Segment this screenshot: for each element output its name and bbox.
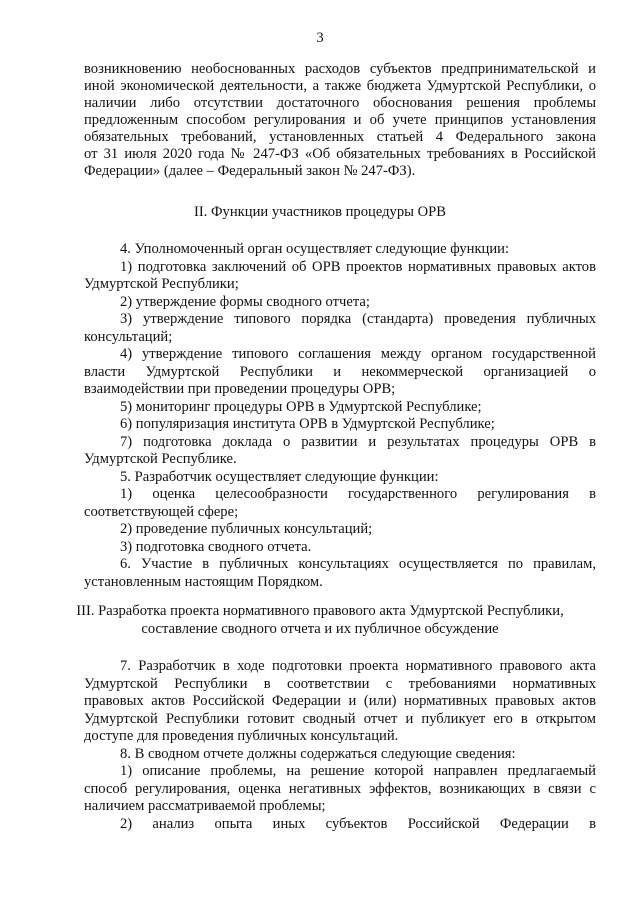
text-line: 6) популяризация института ОРВ в Удмуртской Республике; [120,416,495,432]
text-line: власти Удмуртской Республики и некоммерческой организацией о [84,364,596,380]
text-line: 4. Уполномоченный орган осуществляет следующие функции: [120,241,510,257]
text-line: взаимодействии при проведении процедуры ОРВ; [84,381,396,397]
text-line: 2) утверждение формы сводного отчета; [120,294,370,310]
text-line: 8. В сводном отчете должны содержаться следующие сведения: [120,746,516,762]
text-line: возникновению необоснованных расходов субъектов предпринимательской и [84,61,596,77]
text-line: 1) подготовка заключений об ОРВ проектов нормативных правовых актов [120,259,596,275]
text-line: способ регулирования, оценка негативных эффектов, возникающих в связи с [84,781,596,797]
text-line: наличии либо отсутствии достаточного обоснования решения проблемы [84,95,596,111]
text-line: Удмуртской Республики в соответствии с требованиями нормативных [84,676,596,692]
text-line: Удмуртской Республике. [84,451,237,467]
text-line: Федерации» (далее – Федеральный закон № 247-ФЗ). [84,163,416,179]
text-line: 4) утверждение типового соглашения между органом государственной [120,346,596,362]
text-line: 1) оценка целесообразности государственного регулирования в [120,486,596,502]
text-line: обязательных требований, установленных статьей 4 Федерального закона [84,129,596,145]
section-heading-line: III. Разработка проекта нормативного правового акта Удмуртской Республики, [76,603,564,619]
text-line: правовых актов Российской Федерации и (или) нормативных правовых актов [84,693,596,709]
text-line: доступе для проведения публичных консультаций. [84,728,399,744]
page-number: 3 [316,30,324,46]
section-heading-line: составление сводного отчета и их публичное обсуждение [141,621,499,637]
text-line: 5) мониторинг процедуры ОРВ в Удмуртской Республике; [120,399,482,415]
text-line: Удмуртской Республики; [84,276,239,292]
text-line: соответствующей сфере; [84,504,239,520]
text-line: иной экономической деятельности, а также бюджета Удмуртской Республики, о [84,78,596,94]
text-line: 6. Участие в публичных консультациях осуществляется по правилам, [120,556,596,572]
text-line: 2) анализ опыта иных субъектов Российской Федерации в [120,816,596,832]
text-line: 3) подготовка сводного отчета. [120,539,312,555]
text-line: от 31 июля 2020 года № 247-ФЗ «Об обязательных требованиях в Российской [84,146,596,162]
text-line: 7. Разработчик в ходе подготовки проекта нормативного правового акта [120,658,596,674]
text-line: 7) подготовка доклада о развитии и результатах процедуры ОРВ в [120,434,596,450]
text-line: предложенным способом регулирования и об учете принципов установления [84,112,596,128]
text-line: установленным настоящим Порядком. [84,574,323,590]
text-line: наличием рассматриваемой проблемы; [84,798,326,814]
text-line: 1) описание проблемы, на решение которой направлен предлагаемый [120,763,596,779]
text-line: Удмуртской Республики готовит сводный отчет и публикует его в открытом [84,711,596,727]
text-line: 5. Разработчик осуществляет следующие функции: [120,469,439,485]
text-line: 3) утверждение типового порядка (стандарта) проведения публичных [120,311,596,327]
text-line: 2) проведение публичных консультаций; [120,521,373,537]
section-heading-line: II. Функции участников процедуры ОРВ [194,204,446,220]
text-line: консультаций; [84,329,173,345]
